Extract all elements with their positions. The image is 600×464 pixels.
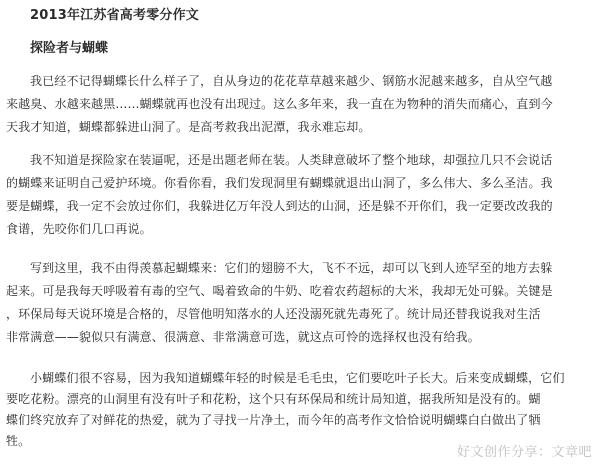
paragraph-line: 蝶们终究放弃了对鲜花的热爱，就为了寻找一片净土，而今年的高考作文恰恰说明蝴蝶白白做出了牺 — [6, 413, 541, 427]
essay-title: 探险者与蝴蝶 — [30, 41, 109, 56]
paragraph-line: 牲。 — [6, 434, 31, 448]
document-title: 2013年江苏省高考零分作文 — [30, 8, 199, 23]
paragraph-line: 起来。可是我每天呼吸着有毒的空气、喝着致命的牛奶、吃着农药超标的大米，我却无处可躲。关键是 — [6, 284, 553, 298]
paragraph-line: 来越臭、水越来越黑……蝴蝶就再也没有出现过。这么多年来，我一直在为物种的消失而痛心，直到今 — [6, 97, 553, 111]
paragraph-line: 食谱，先咬你们几口再说。 — [6, 222, 152, 236]
paragraph-line: 要吃花粉。漂亮的山洞里有没有叶子和花粉，这个只有环保局和统计局知道，据我所知是没有的。蝴 — [6, 392, 541, 406]
paragraph-line: 要是蝴蝶，我一定不会放过你们，我躲进亿万年没人到达的山洞，还是躲不开你们，我一定要改改我的 — [6, 199, 553, 213]
paragraph-line: 小蝴蝶们很不容易，因为我知道蝴蝶年轻的时候是毛毛虫，它们要吃叶子长大。后来变成蝴蝶，它们 — [30, 371, 565, 385]
paragraph-line: ，环保局每天说环境是合格的，尽管他明知落水的人还没溺死就先毒死了。统计局还替我说我对生活 — [6, 307, 541, 321]
paragraph-line: 我不知道是探险家在装逼呢，还是出题老师在装。人类肆意破坏了整个地球，却强拉几只不会说话 — [30, 153, 553, 167]
paragraph-line: 非常满意——貌似只有满意、很满意、非常满意可选，就这点可怜的选择权也没有给我。 — [6, 330, 480, 344]
paragraph-line: 写到这里，我不由得羡慕起蝴蝶来：它们的翅膀不大，飞不不远，却可以飞到人迹罕至的地方去躲 — [30, 261, 553, 275]
paragraph-line: 我已经不记得蝴蝶长什么样子了，自从身边的花花草草越来越少、钢筋水泥越来越多，自从空气越 — [30, 74, 553, 88]
paragraph-line: 天我才知道，蝴蝶都躲进山洞了。是高考救我出泥潭，我永难忘却。 — [6, 120, 371, 134]
paragraph-line: 的蝴蝶来证明自己爱护环境。你看你看，我们发现洞里有蝴蝶就退出山洞了，多么伟大、多么圣洁。我 — [6, 176, 553, 190]
watermark-text: 好文创作分享：文章吧 — [456, 445, 592, 460]
